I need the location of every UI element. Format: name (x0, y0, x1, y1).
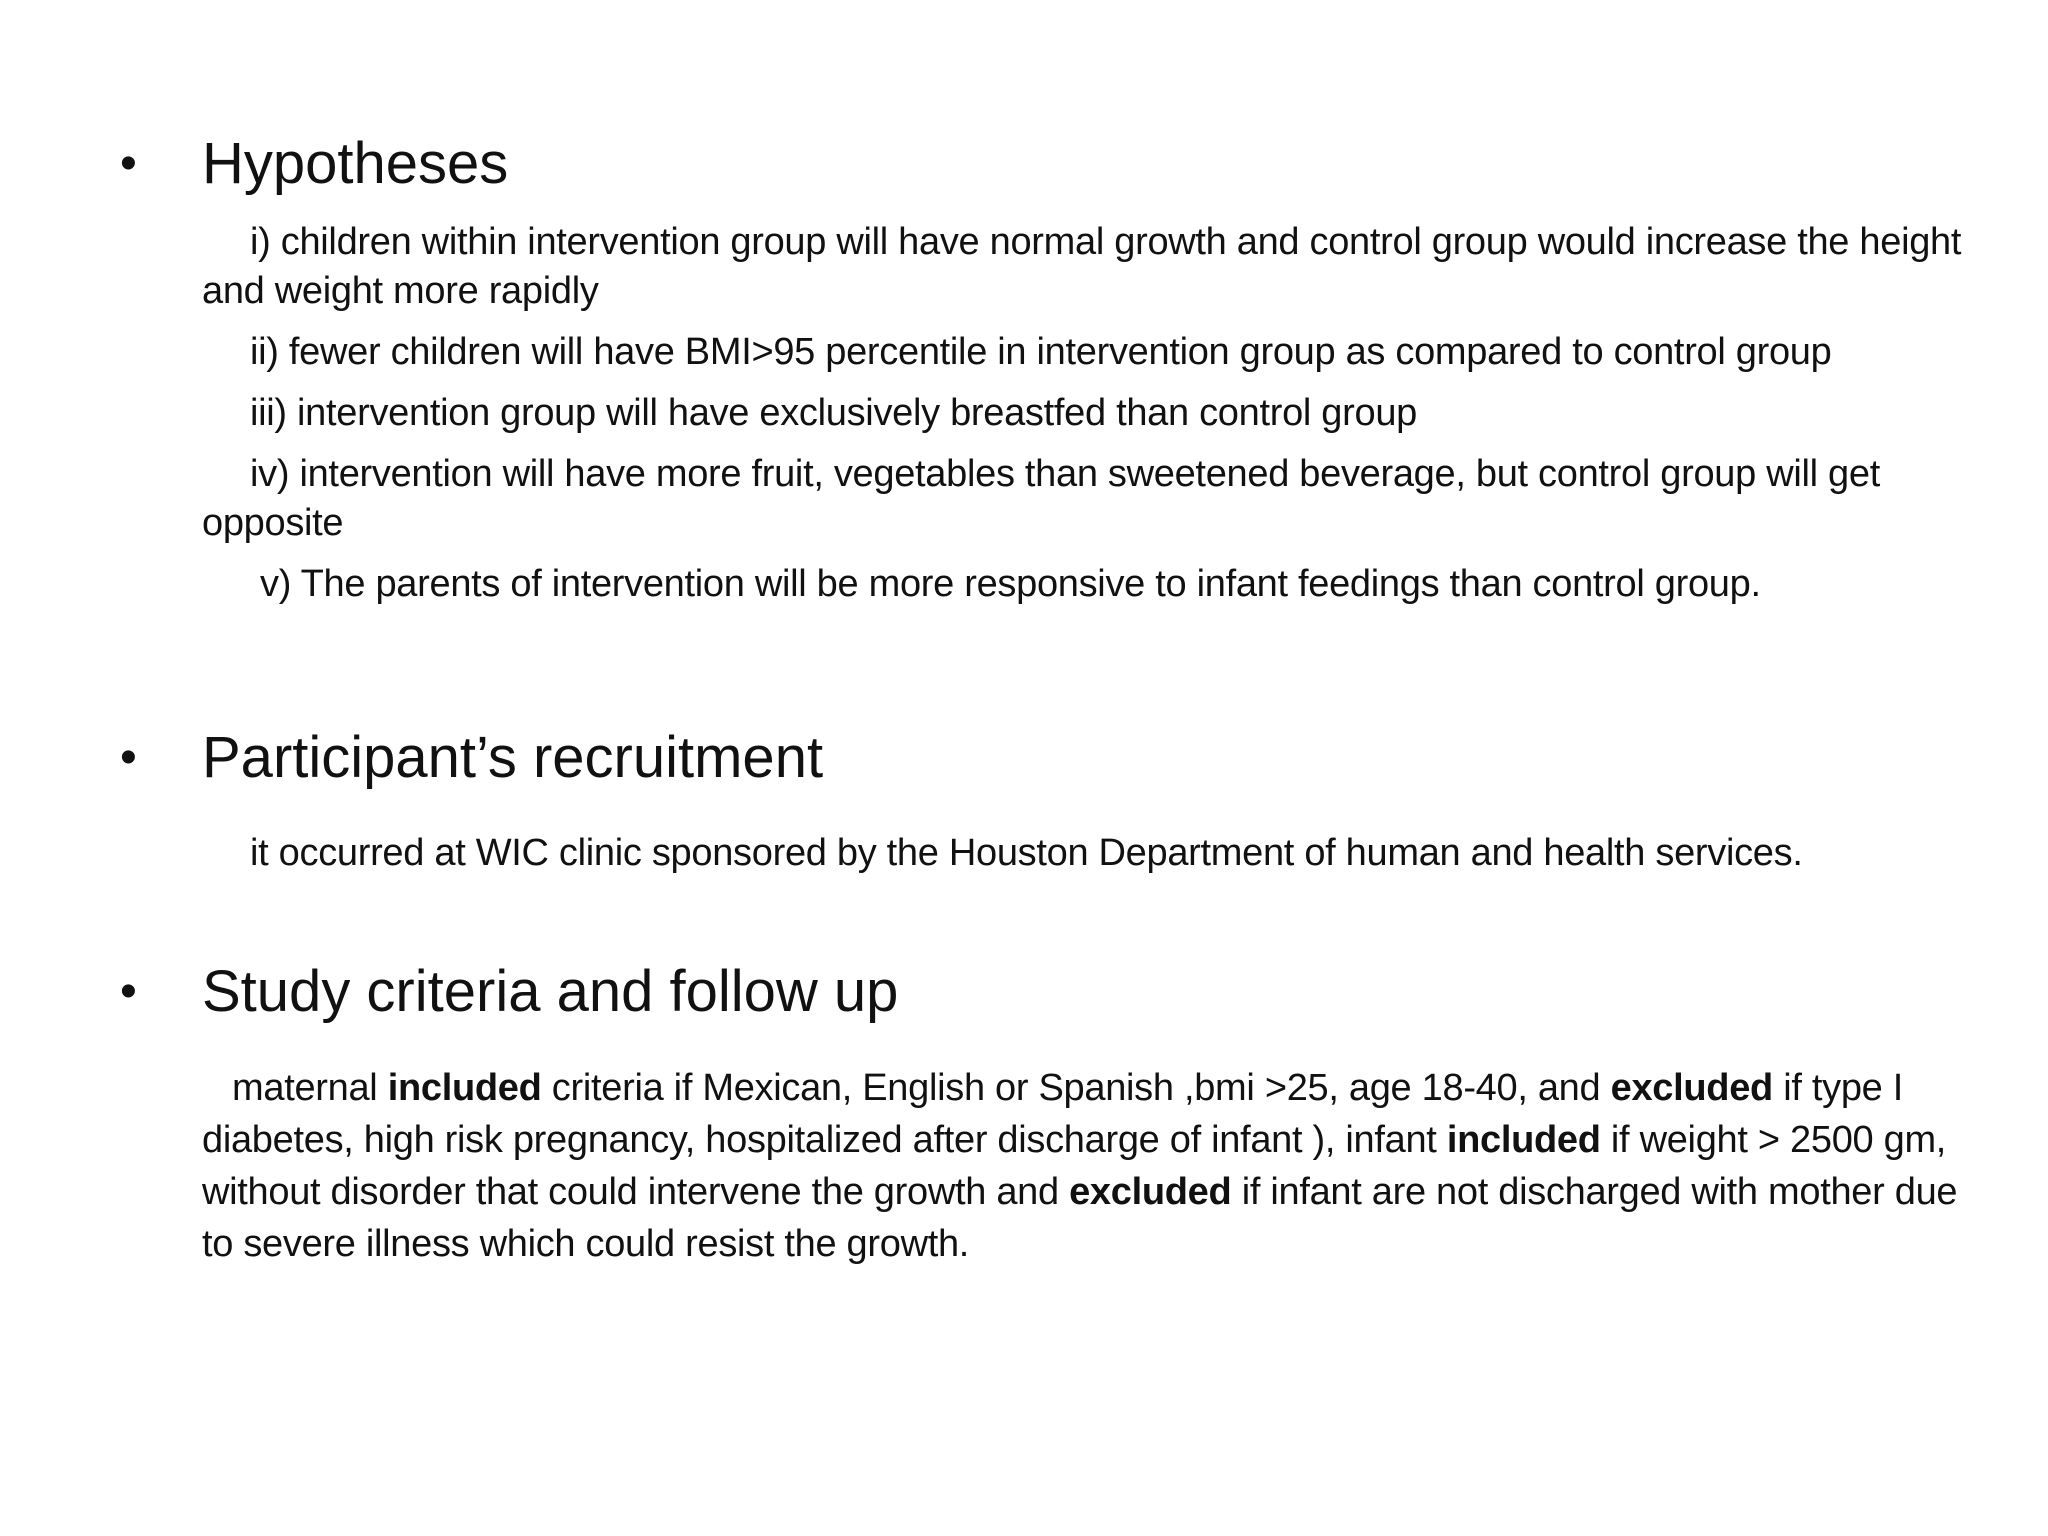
recruitment-text: it occurred at WIC clinic sponsored by the Houston Department of human and health services. (250, 832, 1803, 874)
bullet: • (120, 731, 137, 784)
hypothesis-item: i) children within intervention group will have normal growth and control group would increase the height and weight more rapidly (202, 221, 1962, 312)
hypothesis-item: iv) intervention will have more fruit, vegetables than sweetened beverage, but control group will get opposite (202, 453, 1880, 544)
hypothesis-item: v) The parents of intervention will be more responsive to infant feedings than control group. (260, 563, 1761, 605)
section-recruitment (120, 718, 1980, 893)
included-keyword: included (1446, 1119, 1601, 1161)
excluded-keyword: excluded (1069, 1171, 1232, 1213)
heading-study-criteria: Study criteria and follow up (202, 959, 899, 1024)
criteria-text: maternal included criteria if Mexican, English or Spanish ,bmi >25, age 18-40, and excluded if type I diabetes, high risk pregnancy, hospitalized after discharge of infant ), infant included if weight > 2500 gm, without disorder that could intervene the growth and excluded if infant are not discharged with mother due to severe illness which could resist the growth. (202, 1067, 1958, 1265)
bullet: • (120, 137, 137, 190)
heading-row (120, 952, 1980, 1032)
heading-recruitment: Participant’s recruitment (202, 725, 824, 790)
bullet: • (120, 965, 137, 1018)
section-study-criteria (120, 952, 1980, 1282)
section-hypotheses (120, 124, 1980, 621)
heading-hypotheses: Hypotheses (202, 131, 509, 196)
heading-row (120, 718, 1980, 798)
included-keyword: included (387, 1067, 542, 1109)
heading-row (120, 124, 1980, 204)
excluded-keyword: excluded (1610, 1067, 1773, 1109)
hypothesis-item: ii) fewer children will have BMI>95 percentile in intervention group as compared to control group (250, 331, 1832, 373)
hypotheses-list (202, 218, 1962, 609)
hypothesis-item: iii) intervention group will have exclusively breastfed than control group (250, 392, 1417, 434)
